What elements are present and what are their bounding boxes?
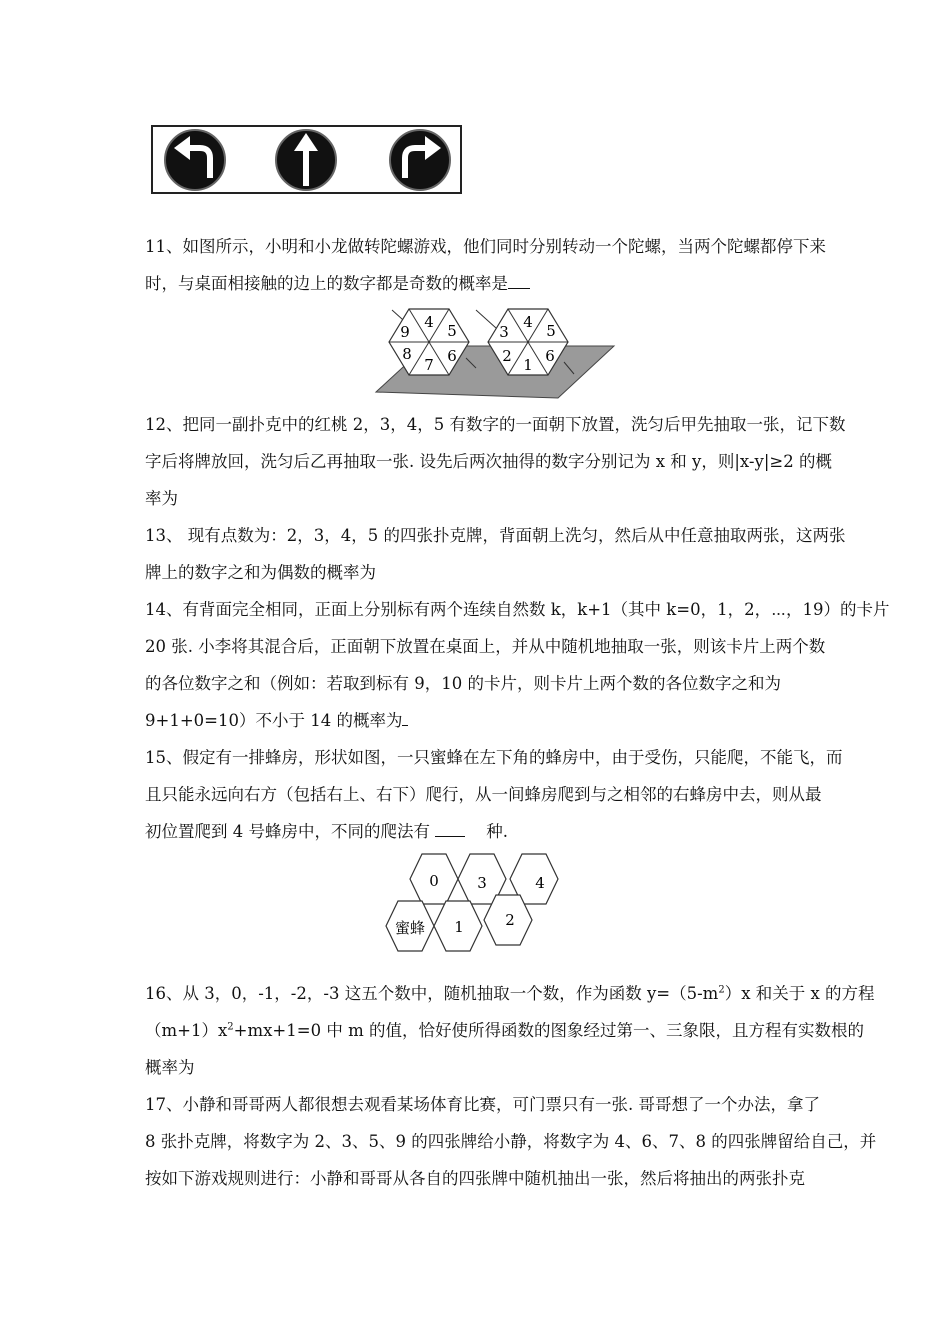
honeycomb-label: 2	[505, 911, 515, 929]
q14-line-4: 9+1+0=10）不小于 14 的概率为	[145, 711, 403, 730]
hex-label: 2	[502, 347, 512, 365]
q15-line-3: 初位置爬到 4 号蜂房中，不同的爬法有	[145, 822, 430, 841]
q13-line-1: 13、 现有点数为：2，3，4，5 的四张扑克牌，背面朝上洗匀，然后从中任意抽取两张，这两张	[145, 526, 846, 545]
hex-label: 9	[400, 323, 410, 341]
question-17	[145, 1086, 877, 1197]
spinning-tops-figure	[336, 300, 618, 404]
q12-line-3: 率为	[145, 489, 178, 508]
q11-line-1: 11、如图所示，小明和小龙做转陀螺游戏，他们同时分别转动一个陀螺，当两个陀螺都停下来	[145, 237, 826, 256]
q16-line-2-end: +mx+1=0 中 m 的值，恰好使所得函数的图象经过第一、三象限，且方程有实数根的	[233, 1021, 864, 1040]
turn-right-arrow-icon	[390, 130, 450, 190]
answer-blank	[402, 707, 408, 726]
hex-label: 7	[424, 356, 434, 374]
q13-line-2: 牌上的数字之和为偶数的概率为	[145, 563, 376, 582]
q16-line-1: 16、从 3，0，-1，-2，-3 这五个数中，随机抽取一个数，作为函数 y=（5-m	[145, 984, 719, 1003]
question-11	[145, 228, 826, 302]
question-13	[145, 517, 846, 591]
q17-line-1: 17、小静和哥哥两人都很想去观看某场体育比赛，可门票只有一张. 哥哥想了一个办法，拿了	[145, 1095, 820, 1114]
q12-line-2: 字后将牌放回，洗匀后乙再抽取一张. 设先后两次抽得的数字分别记为 x 和 y，则|x-y|≥2 的概	[145, 452, 832, 471]
hex-label: 6	[545, 347, 555, 365]
q14-line-2: 20 张. 小李将其混合后，正面朝下放置在桌面上，并从中随机地抽取一张，则该卡片上两个数	[145, 637, 826, 656]
hex-label: 5	[546, 322, 556, 340]
question-16	[145, 975, 875, 1086]
hex-label: 4	[424, 313, 434, 331]
q12-line-1: 12、把同一副扑克中的红桃 2，3，4，5 有数字的一面朝下放置，洗匀后甲先抽取一张，记下数	[145, 415, 846, 434]
answer-blank	[508, 270, 530, 289]
turn-left-arrow-icon	[165, 130, 225, 190]
honeycomb-label: 0	[429, 872, 439, 890]
bee-start-label: 蜜蜂	[394, 919, 426, 937]
q15-line-1: 15、假定有一排蜂房，形状如图，一只蜜蜂在左下角的蜂房中，由于受伤，只能爬，不能飞，而	[145, 748, 843, 767]
superscript: 2	[718, 984, 725, 996]
hex-label: 4	[523, 313, 533, 331]
answer-blank	[435, 818, 465, 837]
honeycomb-figure	[384, 850, 566, 952]
honeycomb-label: 4	[535, 874, 545, 892]
q17-line-2: 8 张扑克牌，将数字为 2、3、5、9 的四张牌给小静，将数字为 4、6、7、8 的四张牌留给自己，并	[145, 1132, 877, 1151]
honeycomb-label: 1	[454, 918, 464, 936]
question-15	[145, 739, 843, 850]
q16-line-2: （m+1）x	[145, 1021, 228, 1040]
hex-label: 3	[499, 323, 509, 341]
q14-line-3: 的各位数字之和（例如：若取到标有 9，10 的卡片，则卡片上两个数的各位数字之和为	[145, 674, 781, 693]
q17-line-3: 按如下游戏规则进行：小静和哥哥从各自的四张牌中随机抽出一张，然后将抽出的两张扑克	[145, 1169, 805, 1188]
hex-label: 1	[523, 356, 533, 374]
hex-label: 6	[447, 347, 457, 365]
q14-line-1: 14、有背面完全相同，正面上分别标有两个连续自然数 k，k+1（其中 k=0，1，2，⋯，19）的卡片	[145, 600, 890, 619]
hex-label: 8	[402, 345, 412, 363]
question-14	[145, 591, 890, 739]
q16-line-1-end: ）x 和关于 x 的方程	[724, 984, 875, 1003]
q16-line-3: 概率为	[145, 1058, 195, 1077]
honeycomb-label: 3	[477, 874, 487, 892]
straight-arrow-icon	[276, 130, 336, 190]
q11-line-2: 时，与桌面相接触的边上的数字都是奇数的概率是	[145, 274, 508, 293]
question-12	[145, 406, 846, 517]
q15-line-3-end: 种.	[486, 822, 508, 841]
superscript: 2	[227, 1021, 234, 1033]
traffic-arrows-figure	[150, 124, 464, 196]
q15-line-2: 且只能永远向右方（包括右上、右下）爬行，从一间蜂房爬到与之相邻的右蜂房中去，则从最	[145, 785, 822, 804]
hex-label: 5	[447, 322, 457, 340]
